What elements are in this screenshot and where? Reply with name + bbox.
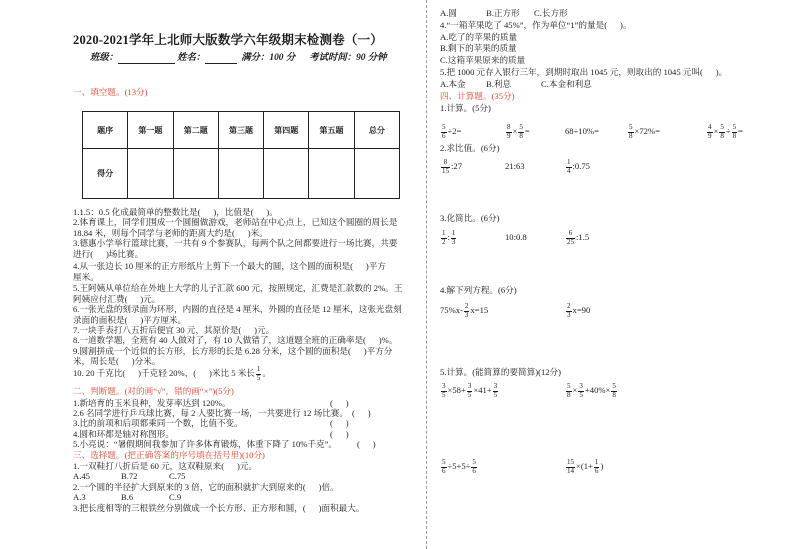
fraction-numerator: 5 [720,123,724,132]
fraction [441,459,447,475]
fraction-numerator: 2 [567,302,571,311]
choice-q2-option-b: B.6 [121,492,134,502]
fraction-denominator: 3 [464,310,469,319]
score-cell [173,149,218,199]
class-label: 班级： [90,53,119,63]
fraction [719,124,725,140]
fraction-numerator: 1 [567,158,571,167]
calc-part2-label: 2.求比值。(6分) [440,143,500,153]
choice-q1-option-b: B.72 [121,471,138,481]
fraction-denominator: 8 [732,131,737,140]
calc-part3-item: $\frac{1}{2}$ : $\frac{1}{3}$ [442,229,456,246]
fraction [566,303,572,319]
true-false-q4: 4.圆和环都是轴对称图形。 [73,429,174,439]
fraction [441,159,450,175]
calc-part5-item: $\frac{5}{6}$ ÷5+5÷ $\frac{5}{6}$ [442,458,476,475]
fraction-denominator: 3 [451,237,456,246]
true-false-q2-answer-blank: ( ) [352,408,371,418]
calc-part5-label: 5.计算。(能简算的要简算)(12分) [440,367,562,377]
fraction-denominator: 6 [442,466,446,475]
calc-part3-label: 3.化简比。(6分) [440,213,500,223]
fraction [451,230,457,246]
calc-part4-equation: 75%x- $\frac{2}{3}$ x=15 [440,302,489,319]
fraction-numerator: 4 [708,123,712,132]
true-false-q5: 5.小亮说：“暑假期间我参加了许多体育锻炼，体重下降了 10%千克”。 [73,439,338,449]
student-info-line [90,52,387,64]
name-label: 姓名： [177,53,206,63]
fill-q9-line: 9.圆割拼成一个近似的长方形，长方形的长是 6.28 分米，这个圆的面积是( )平方分 [73,346,393,356]
fraction-denominator: 15 [442,166,450,175]
fraction [707,124,713,140]
fill-q5-line: 阿姨应付汇费( )元。 [73,294,161,304]
choice-q2-option-c: C.9 [169,492,182,502]
choice-q5-option-a: A.本金 [440,79,466,89]
calc-part1-item: 68÷10%= [565,126,599,136]
fraction [578,383,584,399]
header-cell-q2: 第二题 [173,112,218,149]
choice-q1: 1.一双鞋打八折后是 60 元，这双鞋原来( )元。 [73,461,258,471]
calc-part1-item: $\frac{4}{9}$ × $\frac{5}{8}$ ÷ $\frac{5}{8}$ = [708,123,744,140]
header-cell-q1: 第一题 [128,112,173,149]
fraction-numerator: 3 [493,382,498,391]
fraction-numerator: 5 [629,123,633,132]
fraction-denominator: 6 [472,466,476,475]
fraction [594,459,600,475]
calc-part5-item: $\frac{15}{14}$ ×(1+ $\frac{1}{6}$ ) [567,458,604,475]
fraction-numerator: 5 [732,123,737,132]
fill-q9-line: 米，周长是( )分米。 [73,356,161,366]
fraction-denominator: 9 [507,131,511,140]
header-cell-q5: 第五题 [309,112,354,149]
choice-q4-option-b: B.剩下的苹果的质量 [440,43,517,53]
header-cell-q4: 第四题 [264,112,309,149]
calc-part2-item: $\frac{1}{4}$ :0.75 [567,158,590,175]
score-row-label: 得分 [83,149,128,199]
fraction-numerator: 5 [567,382,571,391]
fraction-denominator: 5 [467,390,472,399]
true-false-q1-answer-blank: ( ) [330,398,349,408]
fraction-numerator: 8 [507,123,511,132]
fraction-numerator: 5 [442,458,446,467]
fraction-numerator: 5 [442,123,446,132]
fraction [506,124,512,140]
fraction [518,124,524,140]
fraction [566,159,572,175]
fraction-denominator: 5 [442,390,446,399]
fraction-denominator: 5 [493,390,498,399]
score-cell [264,149,309,199]
fraction-denominator: 25 [567,237,575,246]
full-score-text: 满分：100 分 [241,53,296,63]
fill-q6-line: 录面的面积是( )平方厘米。 [73,315,187,325]
fraction-denominator: 5 [579,390,583,399]
choice-q5-option-b: B.利息 [486,79,512,89]
choice-q4: 4.“一箱苹果吃了 45%”，作为单位“1”的量是( )。 [440,20,632,30]
fill-q6-line: 6.一张光盘的刻录面为环形，内圆的直径是 4 厘米，外圆的直径是 12 厘米，这张光盘刻 [73,304,402,314]
true-false-q4-answer-blank: ( ) [330,429,349,439]
fill-q2-line: 18.84 米，则每个同学与老师的距离大约是( )米。 [73,228,268,238]
fraction-numerator: 1 [451,229,456,238]
column-divider [426,0,427,549]
fraction-numerator: 5 [519,123,523,132]
fraction [467,383,473,399]
calc-part3-item: 10:0.8 [505,232,527,242]
calc-part2-item: 21:63 [505,161,525,171]
fraction-numerator: 15 [567,458,575,467]
fill-q3-line: 3.德惠小学举行篮球比赛，一共有 9 个参赛队，每两个队之间都要进行一场比赛，共要 [73,238,398,248]
fraction-denominator: 6 [442,131,446,140]
choice-q2: 2.一个圆的半径扩大到原来的 3 倍，它的面积就扩大到原来的( )倍。 [73,482,339,492]
header-cell-total: 总分 [354,112,399,149]
header-cell-question-number: 题序 [83,112,128,149]
fraction-numerator: 3 [579,382,583,391]
fraction-denominator: 8 [567,390,571,399]
calc-part3-item: $\frac{6}{25}$ :1.5 [567,229,590,246]
calc-part1-item: $\frac{8}{9}$ × $\frac{5}{8}$ = [507,123,530,140]
score-cell [309,149,354,199]
fraction [256,366,262,382]
fraction-denominator: 3 [567,310,571,319]
calc-part1-item: $\frac{5}{6}$ ÷2= [442,123,462,140]
true-false-q3-answer-blank: ( ) [330,418,349,428]
class-blank-line [118,54,175,64]
score-cell [218,149,263,199]
fill-q8-line: 8.一道数学题，全班有 40 人做对了，有 10 人做错了，这道题全班的正确率是( )%。 [73,335,398,345]
section-choice-heading: 三、选择题。(把正确答案的序号填在括号里)(10分) [73,450,265,460]
choice-q3-option-c: C.长方形 [534,8,568,18]
fraction [441,124,447,140]
fraction [493,383,499,399]
fraction-denominator: 8 [612,390,616,399]
fraction-denominator: 6 [594,466,599,475]
score-table-score-row [83,149,400,199]
fraction-numerator: 1 [256,365,261,374]
calc-part2-item: $\frac{8}{15}$ :27 [442,158,463,175]
section-true-false-heading: 二、判断题。(对的画“√”，错的画“×”)(5分) [73,386,234,396]
true-false-q3: 3.比的前项和后项都乘同一个数，比值不变。 [73,418,243,428]
fraction-denominator: 8 [629,131,633,140]
true-false-q1: 1.新培育的玉米良种，发芽率达到 120%。 [73,398,231,408]
calc-part5-item: $\frac{3}{5}$ ×58+ $\frac{3}{5}$ ×41+ $\frac{3}{5}$ [442,382,498,399]
score-table [82,111,400,199]
fill-q2-line: 2.体育课上，同学们围成一个圆圈做游戏，老师站在中心点上，已知这个圆圈的周长是 [73,217,398,227]
fill-q4-line: 厘米。 [73,272,99,282]
fraction-numerator: 5 [612,382,616,391]
fraction-denominator: 8 [720,131,724,140]
choice-q3-option-a: A.圆 [440,8,457,18]
fraction-numerator: 2 [464,302,469,311]
fill-q3-line: 进行( )场比赛。 [73,249,144,259]
choice-q5-option-c: C.本金和利息 [541,79,592,89]
section-calculation-heading: 四、计算题。(35分) [440,91,515,101]
fraction [464,303,470,319]
fraction [471,459,477,475]
choice-q5: 5.把 1000 元存入银行三年，到期时取出 1045 元，则取出的 1045 元叫( )。 [440,67,728,77]
fill-q7-line: 7.一块手表打八五折后便宜 30 元，其原价是( )元。 [73,325,275,335]
fraction-denominator: 5 [256,373,261,382]
fraction-denominator: 14 [567,466,575,475]
header-cell-q3: 第三题 [218,112,263,149]
fraction [441,230,447,246]
fraction-denominator: 2 [442,237,446,246]
fraction-numerator: 3 [442,382,446,391]
fraction-numerator: 3 [467,382,472,391]
exam-time-text: 考试时间：90 分钟 [309,53,387,63]
fraction [611,383,617,399]
fraction [628,124,634,140]
fraction-numerator: 1 [442,229,446,238]
calc-part1-item: $\frac{5}{8}$ ×72%= [629,123,660,140]
fraction [566,459,575,475]
fraction-numerator: 8 [443,158,448,167]
fraction [566,383,572,399]
calc-part4-label: 4.解下列方程。(6分) [440,285,517,295]
fraction [732,124,738,140]
section-fill-in-heading: 一、填空题。(13分) [73,87,148,97]
choice-q3-option-b: B.正方形 [486,8,520,18]
calc-part5-item: $\frac{5}{8}$ × $\frac{3}{5}$ +40%× $\frac{5}{8}$ [567,382,616,399]
fill-q1-line: 1.1.5：0.5 化成最简单的整数比是( )，比值是( )。 [73,207,278,217]
choice-q4-option-a: A.吃了的苹果的质量 [440,32,518,42]
choice-q4-option-c: C.这箱苹果原来的质量 [440,55,526,65]
fill-q5-line: 5.王阿姨从单位给在外地上大学的儿子汇款 600 元，按照规定，汇费是汇款数的 2%。王 [73,283,403,293]
fraction [566,230,575,246]
fraction-numerator: 6 [568,229,573,238]
fraction-denominator: 8 [519,131,523,140]
score-cell [354,149,399,199]
name-blank-line [205,54,237,64]
fraction-denominator: 4 [567,166,571,175]
fraction [441,383,447,399]
score-cell [128,149,173,199]
fraction-numerator: 5 [472,458,476,467]
choice-q3: 3.把长度相等的三根铁丝分别做成一个长方形、正方形和圆，( )面积最大。 [73,503,365,513]
choice-q1-option-a: A.45 [73,471,90,481]
fill-q4-line: 4.从一张边长 10 厘米的正方形纸片上剪下一个最大的圆，这个圆的面积是( )平方 [73,261,386,271]
fraction-numerator: 1 [594,458,599,467]
fill-q10-line: 10. 20 千克比( )千克轻 20%，( )米比 5 米长 $\frac{1}{5}$ 。 [73,365,272,382]
fraction-denominator: 9 [708,131,712,140]
choice-q2-option-a: A.3 [73,492,86,502]
true-false-q2: 2.6 名同学进行乒乓球比赛，每 2 人要比赛一场，一共要进行 12 场比赛。 [73,408,349,418]
calc-part1-label: 1.计算。(5分) [440,103,491,113]
calc-part4-equation: $\frac{2}{3}$ x=90 [567,302,591,319]
exam-title: 2020-2021学年上北师大版数学六年级期末检测卷（一） [73,33,383,47]
true-false-q5-answer-blank: ( ) [357,439,376,449]
choice-q1-option-c: C.75 [169,471,186,481]
score-table-header-row [83,112,400,149]
